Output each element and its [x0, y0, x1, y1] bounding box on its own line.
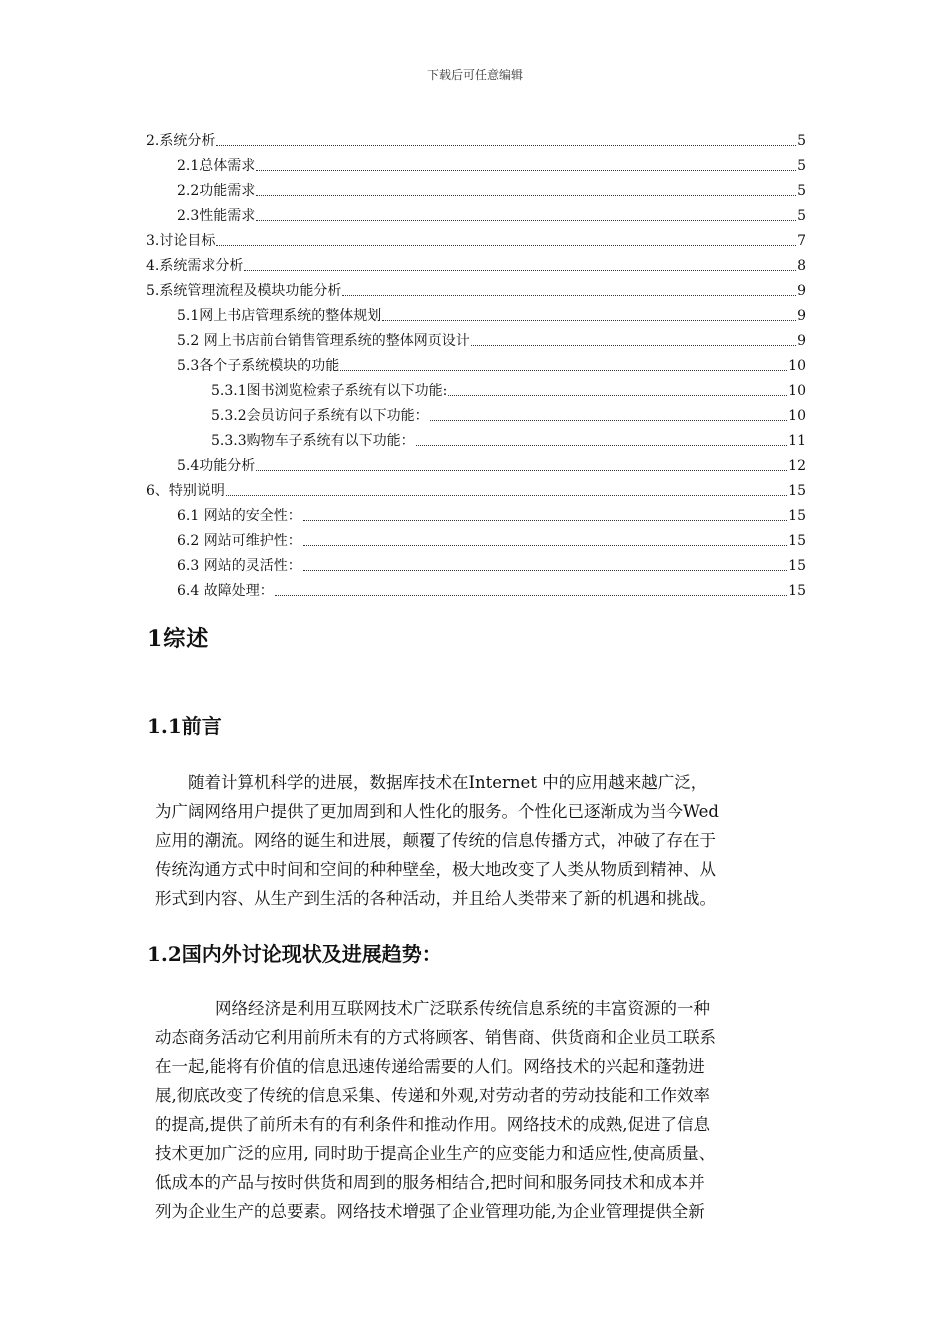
toc-entry-title: 5.3.1图书浏览检索子系统有以下功能: — [211, 383, 448, 399]
toc-entry[interactable] — [177, 353, 806, 375]
toc-entry-title: 2.1总体需求 — [177, 158, 256, 174]
toc-entry[interactable] — [146, 253, 806, 275]
toc-leader-dots — [342, 294, 796, 296]
toc-leader-dots — [340, 369, 787, 371]
toc-leader-dots — [303, 519, 787, 521]
paragraph-line: 动态商务活动它利用前所未有的方式将顾客、销售商、供货商和企业员工联系 — [155, 1028, 716, 1047]
section-1-2-paragraph — [155, 994, 805, 1226]
paragraph-line: 随着计算机科学的进展，数据库技术在Internet 中的应用越来越广泛， — [188, 773, 708, 792]
toc-entry[interactable] — [177, 178, 806, 200]
toc-entry-page: 15 — [788, 533, 806, 549]
toc-entry[interactable] — [177, 528, 806, 550]
toc-entry[interactable] — [177, 453, 806, 475]
paragraph-line: 形式到内容、从生产到生活的各种活动，并且给人类带来了新的机遇和挑战。 — [155, 889, 716, 908]
toc-entry[interactable] — [146, 128, 806, 150]
toc-entry[interactable] — [211, 378, 806, 400]
toc-leader-dots — [448, 394, 787, 396]
toc-entry-title: 5.3.2会员访问子系统有以下功能： — [211, 408, 429, 424]
toc-entry-page: 9 — [797, 308, 806, 324]
toc-leader-dots — [256, 219, 796, 221]
toc-entry-title: 6、特别说明 — [146, 483, 225, 499]
toc-leader-dots — [256, 194, 796, 196]
toc-entry[interactable] — [177, 203, 806, 225]
toc-entry[interactable] — [177, 328, 806, 350]
toc-entry-title: 5.4功能分析 — [177, 458, 256, 474]
toc-entry-page: 9 — [797, 283, 806, 299]
paragraph-line: 低成本的产品与按时供货和周到的服务相结合,把时间和服务同技术和成本并 — [155, 1173, 705, 1192]
toc-entry[interactable] — [146, 478, 806, 500]
toc-leader-dots — [256, 469, 787, 471]
toc-entry[interactable] — [211, 428, 806, 450]
paragraph-line: 应用的潮流。网络的诞生和进展，颠覆了传统的信息传播方式，冲破了存在于 — [155, 831, 716, 850]
toc-leader-dots — [471, 344, 796, 346]
toc-entry-page: 10 — [788, 383, 806, 399]
toc-entry-page: 5 — [797, 208, 806, 224]
toc-leader-dots — [430, 419, 788, 421]
toc-entry-page: 15 — [788, 583, 806, 599]
toc-leader-dots — [256, 169, 796, 171]
toc-entry-title: 2.3性能需求 — [177, 208, 256, 224]
toc-entry[interactable] — [177, 303, 806, 325]
section-1-1-heading: 1.1前言 — [147, 714, 222, 738]
toc-entry-title: 5.3各个子系统模块的功能 — [177, 358, 340, 374]
page-header: 下载后可任意编辑 — [426, 68, 523, 82]
toc-leader-dots — [275, 594, 787, 596]
toc-entry-title: 5.2 网上书店前台销售管理系统的整体网页设计 — [177, 333, 470, 349]
toc-entry-page: 10 — [788, 358, 806, 374]
toc-entry-page: 5 — [797, 158, 806, 174]
toc-entry-title: 6.1 网站的安全性： — [177, 508, 302, 524]
toc-entry-page: 15 — [788, 558, 806, 574]
toc-leader-dots — [226, 494, 787, 496]
toc-entry-page: 5 — [797, 183, 806, 199]
toc-leader-dots — [216, 144, 796, 146]
toc-entry-page: 5 — [797, 133, 806, 149]
paragraph-line: 传统沟通方式中时间和空间的种种壁垒，极大地改变了人类从物质到精神、从 — [155, 860, 716, 879]
paragraph-line: 在一起,能将有价值的信息迅速传递给需要的人们。网络技术的兴起和蓬勃进 — [155, 1057, 705, 1076]
toc-entry-page: 15 — [788, 483, 806, 499]
toc-leader-dots — [303, 544, 787, 546]
toc-entry-title: 5.系统管理流程及模块功能分析 — [146, 283, 342, 299]
toc-entry[interactable] — [146, 278, 806, 300]
toc-leader-dots — [244, 269, 796, 271]
toc-entry-title: 5.3.3购物车子系统有以下功能： — [211, 433, 415, 449]
toc-entry-title: 6.2 网站可维护性： — [177, 533, 302, 549]
toc-leader-dots — [416, 444, 788, 446]
toc-entry[interactable] — [211, 403, 806, 425]
toc-leader-dots — [303, 569, 787, 571]
toc-leader-dots — [216, 244, 796, 246]
toc-entry[interactable] — [177, 153, 806, 175]
toc-entry-page: 11 — [788, 433, 806, 449]
toc-entry-title: 2.2功能需求 — [177, 183, 256, 199]
section-1-2-heading: 1.2国内外讨论现状及进展趋势： — [147, 942, 442, 966]
toc-leader-dots — [382, 319, 796, 321]
paragraph-line: 网络经济是利用互联网技术广泛联系传统信息系统的丰富资源的一种 — [215, 999, 710, 1018]
toc-entry-page: 7 — [797, 233, 806, 249]
toc-entry-title: 3.讨论目标 — [146, 233, 216, 249]
toc-entry-title: 6.4 故障处理： — [177, 583, 274, 599]
toc-entry-page: 10 — [788, 408, 806, 424]
toc-entry-page: 12 — [788, 458, 806, 474]
toc-entry-title: 2.系统分析 — [146, 133, 216, 149]
toc-entry-title: 5.1网上书店管理系统的整体规划 — [177, 308, 382, 324]
paragraph-line: 的提高,提供了前所未有的有利条件和推动作用。网络技术的成熟,促进了信息 — [155, 1115, 710, 1134]
toc-entry-page: 15 — [788, 508, 806, 524]
section-1-1-paragraph — [155, 768, 805, 913]
paragraph-line: 列为企业生产的总要素。网络技术增强了企业管理功能,为企业管理提供全新 — [155, 1202, 705, 1221]
toc-entry-page: 9 — [797, 333, 806, 349]
toc-entry[interactable] — [177, 503, 806, 525]
toc-entry-page: 8 — [797, 258, 806, 274]
paragraph-line: 为广阔网络用户提供了更加周到和人性化的服务。个性化已逐渐成为当今Wed — [155, 802, 719, 821]
section-1-heading: 1综述 — [147, 626, 210, 652]
toc-entry-title: 6.3 网站的灵活性： — [177, 558, 302, 574]
toc-entry-title: 4.系统需求分析 — [146, 258, 244, 274]
toc-entry[interactable] — [177, 553, 806, 575]
paragraph-line: 展,彻底改变了传统的信息采集、传递和外观,对劳动者的劳动技能和工作效率 — [155, 1086, 710, 1105]
toc-entry[interactable] — [146, 228, 806, 250]
toc-entry[interactable] — [177, 578, 806, 600]
paragraph-line: 技术更加广泛的应用, 同时助于提高企业生产的应变能力和适应性,使高质量、 — [155, 1144, 716, 1163]
